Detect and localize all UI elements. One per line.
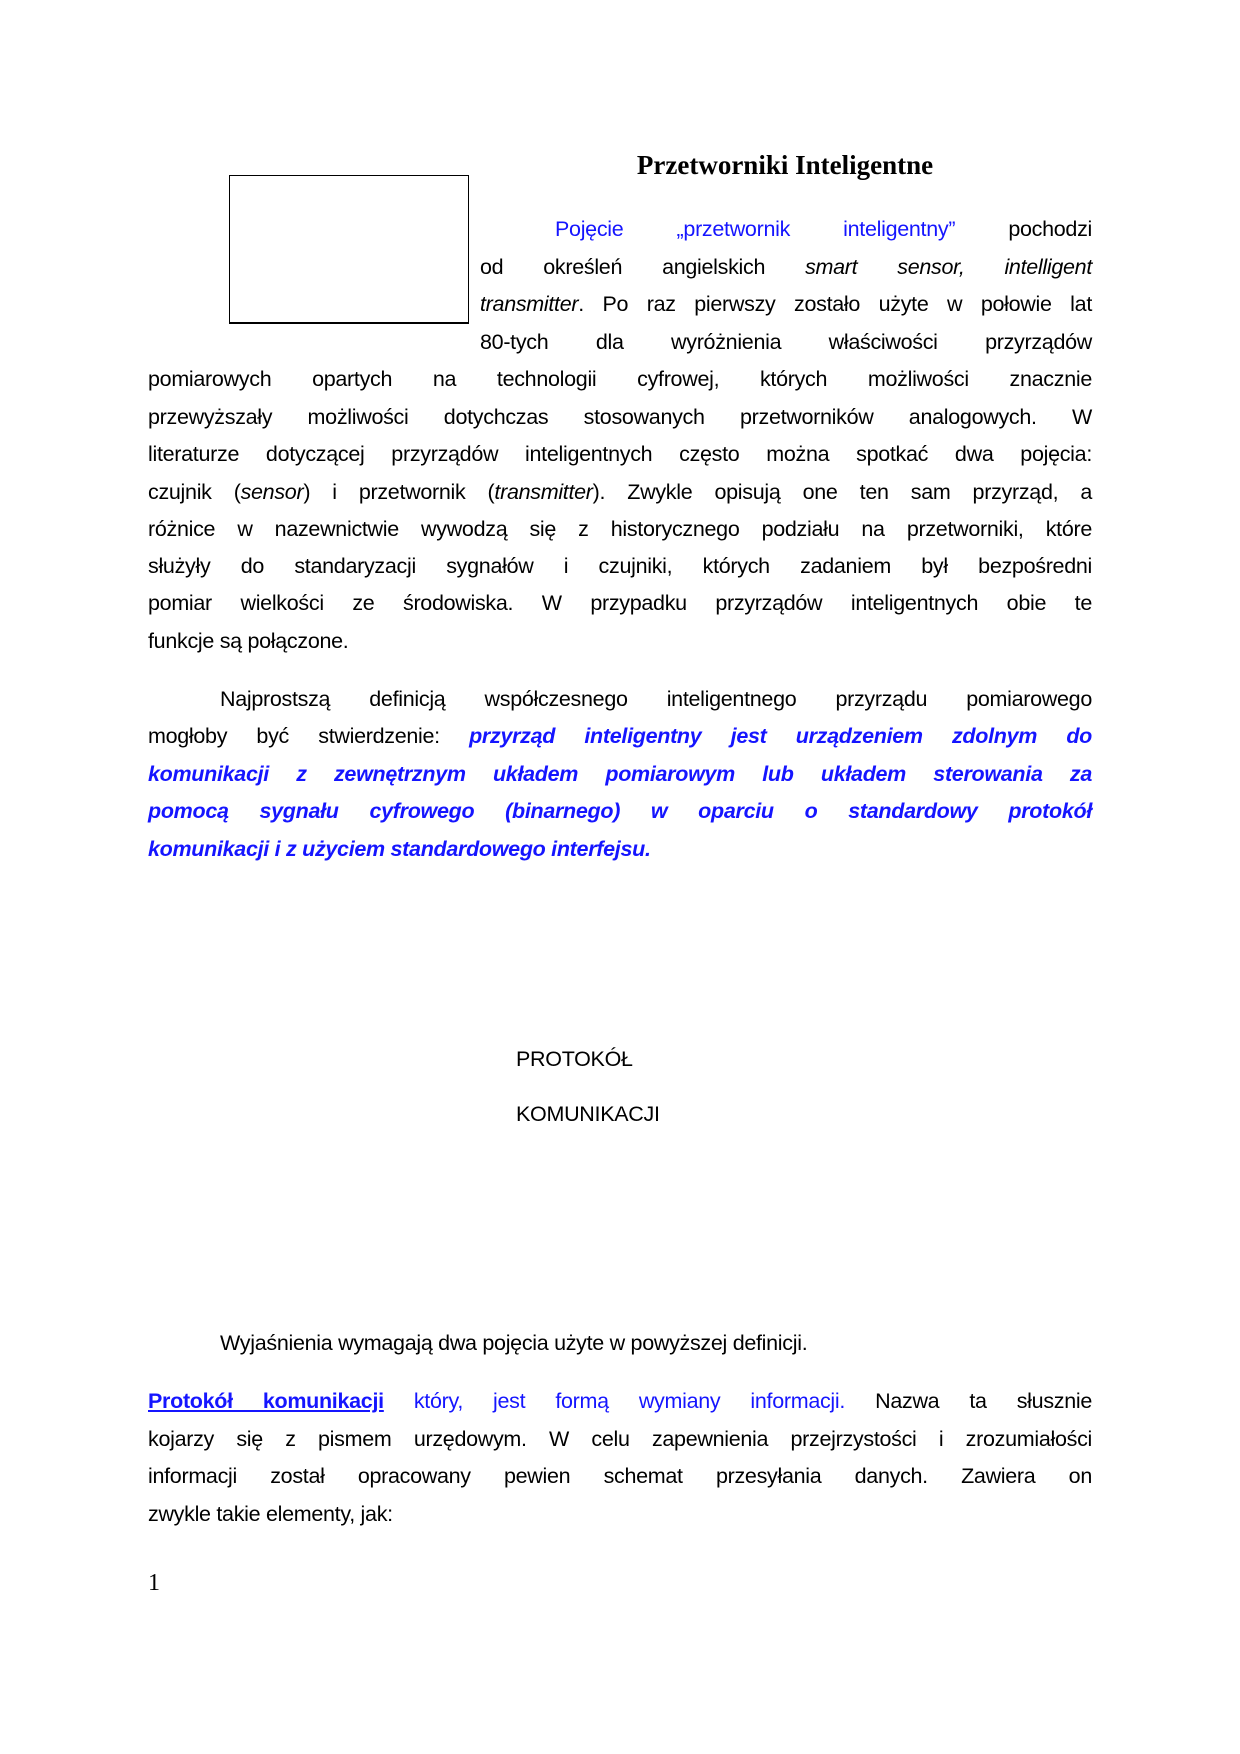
page-number: 1 <box>148 1570 160 1596</box>
text-segment: pomocą sygnału cyfrowego (binarnego) w oparciu o standardowy protokół <box>148 799 1092 823</box>
text-line <box>148 721 1092 751</box>
protocol-link[interactable]: Protokół komunikacji <box>148 1389 384 1413</box>
text-line <box>148 759 1092 789</box>
text-line <box>148 626 1092 656</box>
text-segment: kojarzy się z pismem urzędowym. W celu zapewnienia przejrzystości i zrozumiałości <box>148 1427 1092 1451</box>
text-segment: czujnik ( <box>148 480 241 504</box>
text-segment: ) i przetwornik ( <box>303 480 495 504</box>
text-line <box>516 1099 816 1129</box>
text-segment: mogłoby być stwierdzenie: <box>148 724 470 748</box>
text-segment: transmitter <box>480 292 579 316</box>
text-segment: transmitter <box>494 480 593 504</box>
text-line <box>220 684 1092 714</box>
text-line <box>220 1328 1092 1358</box>
text-line <box>148 1461 1092 1491</box>
text-segment: literaturze dotyczącej przyrządów inteligentnych często można spotkać dwa pojęcia: <box>148 442 1092 466</box>
text-segment: Wyjaśnienia wymagają dwa pojęcia użyte w powyższej definicji. <box>220 1331 808 1355</box>
text-segment: komunikacji z zewnętrznym układem pomiarowym lub układem sterowania za <box>148 762 1092 786</box>
document-title: Przetworniki Inteligentne <box>636 150 934 180</box>
text-segment: pomiarowych opartych na technologii cyfrowej, których możliwości znacznie <box>148 367 1092 391</box>
text-line <box>148 402 1092 432</box>
text-segment: przewyższały możliwości dotychczas stosowanych przetworników analogowych. W <box>148 405 1092 429</box>
text-segment: zwykle takie elementy, jak: <box>148 1502 393 1526</box>
text-segment: PROTOKÓŁ <box>516 1047 633 1071</box>
text-line <box>480 327 1092 357</box>
text-line <box>148 1499 1092 1529</box>
text-segment: który, jest formą wymiany informacji. <box>383 1389 846 1413</box>
text-line <box>148 796 1092 826</box>
text-line <box>148 364 1092 394</box>
text-line <box>480 252 1092 282</box>
text-segment: 80-tych dla wyróżnienia właściwości przyrządów <box>480 330 1092 354</box>
text-line <box>148 1424 1092 1454</box>
text-line <box>148 588 1092 618</box>
image-placeholder <box>229 175 469 324</box>
text-segment: służyły do standaryzacji sygnałów i czujniki, których zadaniem był bezpośredni <box>148 554 1092 578</box>
text-segment: Pojęcie „przetwornik inteligentny” <box>555 217 956 241</box>
text-line <box>516 1044 816 1074</box>
text-segment: sensor <box>240 480 304 504</box>
text-segment: komunikacji i z użyciem standardowego interfejsu. <box>148 837 651 861</box>
text-segment: od określeń angielskich <box>480 255 806 279</box>
text-line <box>148 834 1092 864</box>
text-segment: smart sensor, intelligent <box>805 255 1092 279</box>
text-line <box>480 289 1092 319</box>
text-segment: pomiar wielkości ze środowiska. W przypadku przyrządów inteligentnych obie te <box>148 591 1092 615</box>
text-segment: różnice w nazewnictwie wywodzą się z historycznego podziału na przetworniki, które <box>148 517 1092 541</box>
text-line <box>148 477 1092 507</box>
text-line <box>148 514 1092 544</box>
text-segment: KOMUNIKACJI <box>516 1102 660 1126</box>
text-segment: Nazwa ta słusznie <box>845 1389 1093 1413</box>
text-segment: funkcje są połączone. <box>148 629 349 653</box>
text-segment: przyrząd inteligentny jest urządzeniem zdolnym do <box>469 724 1092 748</box>
text-line <box>148 439 1092 469</box>
text-line <box>555 214 1092 244</box>
text-segment: . Po raz pierwszy zostało użyte w połowie lat <box>578 292 1092 316</box>
text-segment: ). Zwykle opisują one ten sam przyrząd, a <box>592 480 1093 504</box>
text-line <box>148 1386 1092 1416</box>
text-segment: Najprostszą definicją współczesnego inteligentnego przyrządu pomiarowego <box>220 687 1092 711</box>
text-line <box>148 551 1092 581</box>
text-segment: pochodzi <box>955 217 1092 241</box>
text-segment: informacji został opracowany pewien schemat przesyłania danych. Zawiera on <box>148 1464 1092 1488</box>
